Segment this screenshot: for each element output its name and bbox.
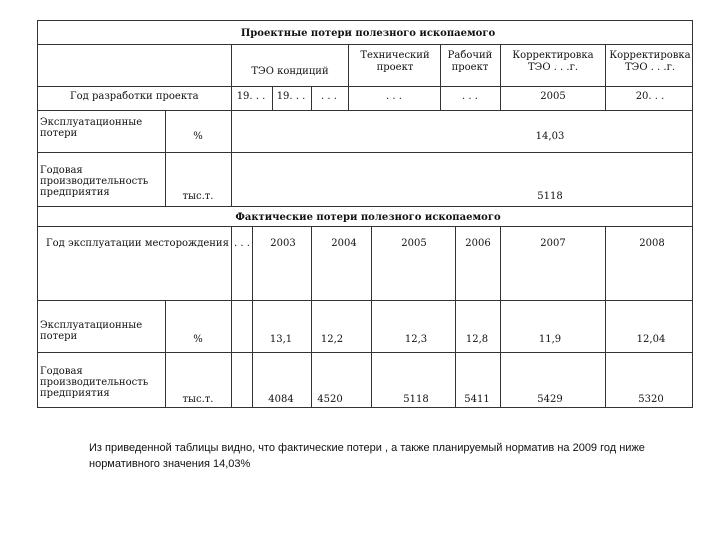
rule-planned-col-tech [348, 44, 349, 110]
planned-year-cell: 2005 [540, 91, 566, 102]
actual-losses-value: 13,1 [269, 334, 293, 345]
actual-year-cell: . . . [234, 238, 250, 249]
rule-actual-title-top [37, 206, 693, 207]
header-technical-project: Технический проект [360, 50, 430, 73]
rule-actual-title-bottom [37, 226, 693, 227]
header-teo-conditions: ТЭО кондиций [251, 66, 329, 77]
planned-row-label-losses: Эксплуатационные потери [40, 117, 143, 139]
header-correction-1: Корректировка ТЭО . . .г. [512, 50, 594, 73]
rule-actual-col-2005 [371, 226, 372, 408]
planned-year-cell: . . . [386, 91, 402, 102]
rule-actual-row1-bottom [37, 352, 693, 353]
planned-year-cell: . . . [462, 91, 478, 102]
actual-capacity-value: 4084 [268, 394, 294, 405]
rule-planned-col-corr1 [500, 44, 501, 110]
rule-actual-unit-col [165, 300, 166, 408]
planned-row-unit-losses: % [193, 131, 203, 142]
planned-value-losses: 14,03 [535, 131, 565, 142]
rule-planned-col-teo2 [272, 86, 273, 110]
rule-planned-years-bottom [37, 110, 693, 111]
rule-years-top [37, 86, 693, 87]
rule-planned-unit-col [165, 110, 166, 206]
rule-planned-col-teo3 [311, 86, 312, 110]
planned-row-label-capacity: Годовая производительность предприятия [40, 165, 149, 198]
conclusion-text: Из приведенной таблицы видно, что фактические потери , а также планируемый норматив на 2009 год ниже нормативного значения 14,03% [89, 442, 645, 470]
actual-year-cell: 2004 [331, 238, 357, 249]
actual-losses-value: 12,04 [636, 334, 666, 345]
rule-title-bottom [37, 44, 693, 45]
actual-year-cell: 2003 [270, 238, 296, 249]
planned-value-capacity: 5118 [537, 191, 563, 202]
actual-year-cell: 2008 [639, 238, 665, 249]
rule-actual-col-2006 [455, 226, 456, 408]
actual-capacity-value: 5429 [537, 394, 563, 405]
actual-capacity-value: 4520 [317, 394, 343, 405]
rule-planned-row1-bottom [37, 152, 693, 153]
rule-planned-col-work [440, 44, 441, 110]
actual-capacity-value: 5320 [638, 394, 664, 405]
planned-losses-title: Проектные потери полезного ископаемого [240, 28, 496, 39]
rule-actual-col-2008 [605, 226, 606, 408]
rule-actual-col-2003 [252, 226, 253, 408]
actual-year-cell: 2007 [540, 238, 566, 249]
actual-year-cell: 2006 [465, 238, 491, 249]
actual-losses-value: 12,2 [320, 334, 344, 345]
rule-actual-label-col [231, 226, 232, 408]
planned-year-cell: 19. . . [236, 91, 266, 102]
actual-year-cell: 2005 [401, 238, 427, 249]
rule-actual-years-bottom [37, 300, 693, 301]
rule-actual-col-2007 [500, 226, 501, 408]
rule-actual-col-2004 [311, 226, 312, 408]
actual-losses-value: 11,9 [538, 334, 562, 345]
rule-planned-label-col [231, 44, 232, 206]
planned-year-label: Год разработки проекта [70, 91, 199, 102]
actual-capacity-value: 5118 [403, 394, 429, 405]
header-working-project: Рабочий проект [447, 50, 493, 73]
actual-losses-value: 12,8 [465, 334, 489, 345]
actual-losses-title: Фактические потери полезного ископаемого [235, 212, 501, 223]
actual-capacity-value: 5411 [464, 394, 490, 405]
actual-row-label-losses: Эксплуатационные потери [40, 320, 143, 342]
actual-losses-value: 12,3 [404, 334, 428, 345]
actual-row-unit-capacity: тыс.т. [182, 394, 214, 405]
rule-planned-col-corr2 [605, 44, 606, 110]
planned-row-unit-capacity: тыс.т. [182, 191, 214, 202]
planned-year-cell: 20. . . [635, 91, 665, 102]
header-correction-2: Корректировка ТЭО . . .г. [609, 50, 691, 73]
actual-row-label-capacity: Годовая производительность предприятия [40, 366, 149, 399]
planned-year-cell: 19. . . [276, 91, 306, 102]
actual-row-unit-losses: % [193, 334, 203, 345]
planned-year-cell: . . . [321, 91, 337, 102]
actual-year-label: Год эксплуатации месторождения [46, 238, 229, 249]
